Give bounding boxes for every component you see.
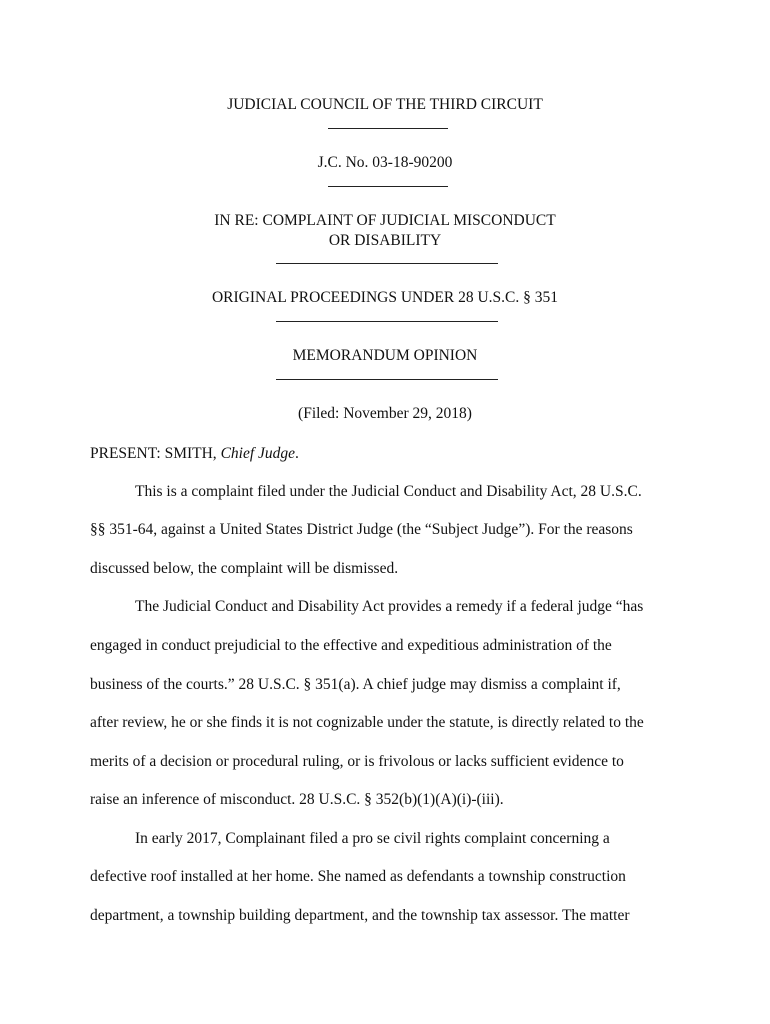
- body-line: raise an inference of misconduct. 28 U.S.C. § 352(b)(1)(A)(i)-(iii).: [90, 791, 504, 808]
- body-line: defective roof installed at her home. She named as defendants a township construction: [90, 868, 626, 885]
- case-number: J.C. No. 03-18-90200: [317, 154, 453, 171]
- caption-line-1: IN RE: COMPLAINT OF JUDICIAL MISCONDUCT: [214, 212, 556, 229]
- body-line: engaged in conduct prejudicial to the effective and expeditious administration of the: [90, 637, 612, 654]
- caption-line-2: OR DISABILITY: [328, 232, 442, 249]
- separator-rule: [328, 128, 448, 129]
- filed-date: (Filed: November 29, 2018): [298, 405, 472, 422]
- body-line: department, a township building department, and the township tax assessor. The matter: [90, 907, 630, 924]
- separator-rule: [328, 186, 448, 187]
- body-line: §§ 351-64, against a United States District Judge (the “Subject Judge”). For the reasons: [90, 521, 633, 538]
- proceedings-heading: ORIGINAL PROCEEDINGS UNDER 28 U.S.C. § 351: [211, 289, 559, 306]
- separator-rule: [276, 321, 498, 322]
- body-line: merits of a decision or procedural ruling, or is frivolous or lacks sufficient evidence to: [90, 753, 624, 770]
- present-prefix: PRESENT: SMITH,: [90, 445, 221, 462]
- body-line: In early 2017, Complainant filed a pro se civil rights complaint concerning a: [135, 830, 610, 847]
- body-line: after review, he or she finds it is not cognizable under the statute, is directly related to the: [90, 714, 644, 731]
- present-line: [90, 444, 299, 463]
- body-line: discussed below, the complaint will be dismissed.: [90, 560, 399, 577]
- document-type: MEMORANDUM OPINION: [292, 347, 478, 364]
- present-suffix: .: [295, 445, 299, 462]
- separator-rule: [276, 379, 498, 380]
- separator-rule: [276, 263, 498, 264]
- body-line: business of the courts.” 28 U.S.C. § 351(a). A chief judge may dismiss a complaint if,: [90, 676, 621, 693]
- present-title: Chief Judge: [220, 445, 296, 462]
- council-heading: JUDICIAL COUNCIL OF THE THIRD CIRCUIT: [227, 96, 543, 113]
- body-line: The Judicial Conduct and Disability Act provides a remedy if a federal judge “has: [135, 598, 644, 615]
- body-line: This is a complaint filed under the Judicial Conduct and Disability Act, 28 U.S.C.: [135, 483, 642, 500]
